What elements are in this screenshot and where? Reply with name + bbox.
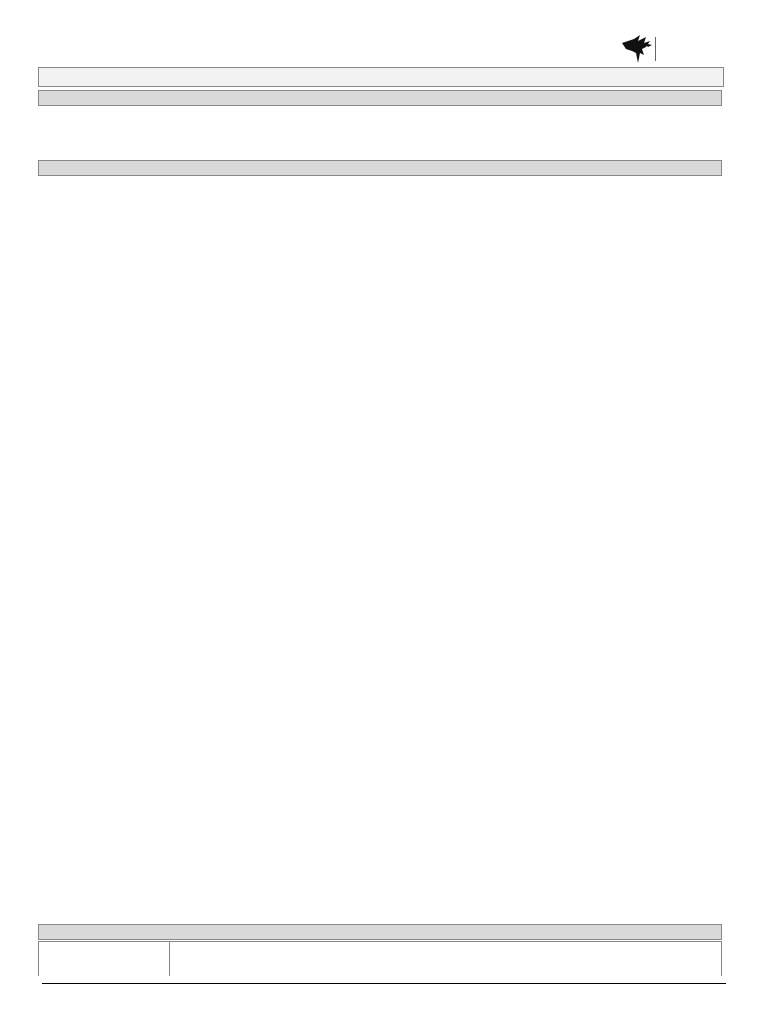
experience-heading	[38, 160, 722, 176]
bird-logo-icon	[620, 33, 660, 67]
education-heading	[38, 90, 722, 106]
positions-heading	[38, 924, 722, 940]
fms-logo	[620, 33, 720, 67]
tagline	[38, 67, 724, 87]
positions-label-cell	[39, 942, 170, 976]
positions-block	[38, 941, 722, 976]
footer-divider	[42, 983, 726, 984]
